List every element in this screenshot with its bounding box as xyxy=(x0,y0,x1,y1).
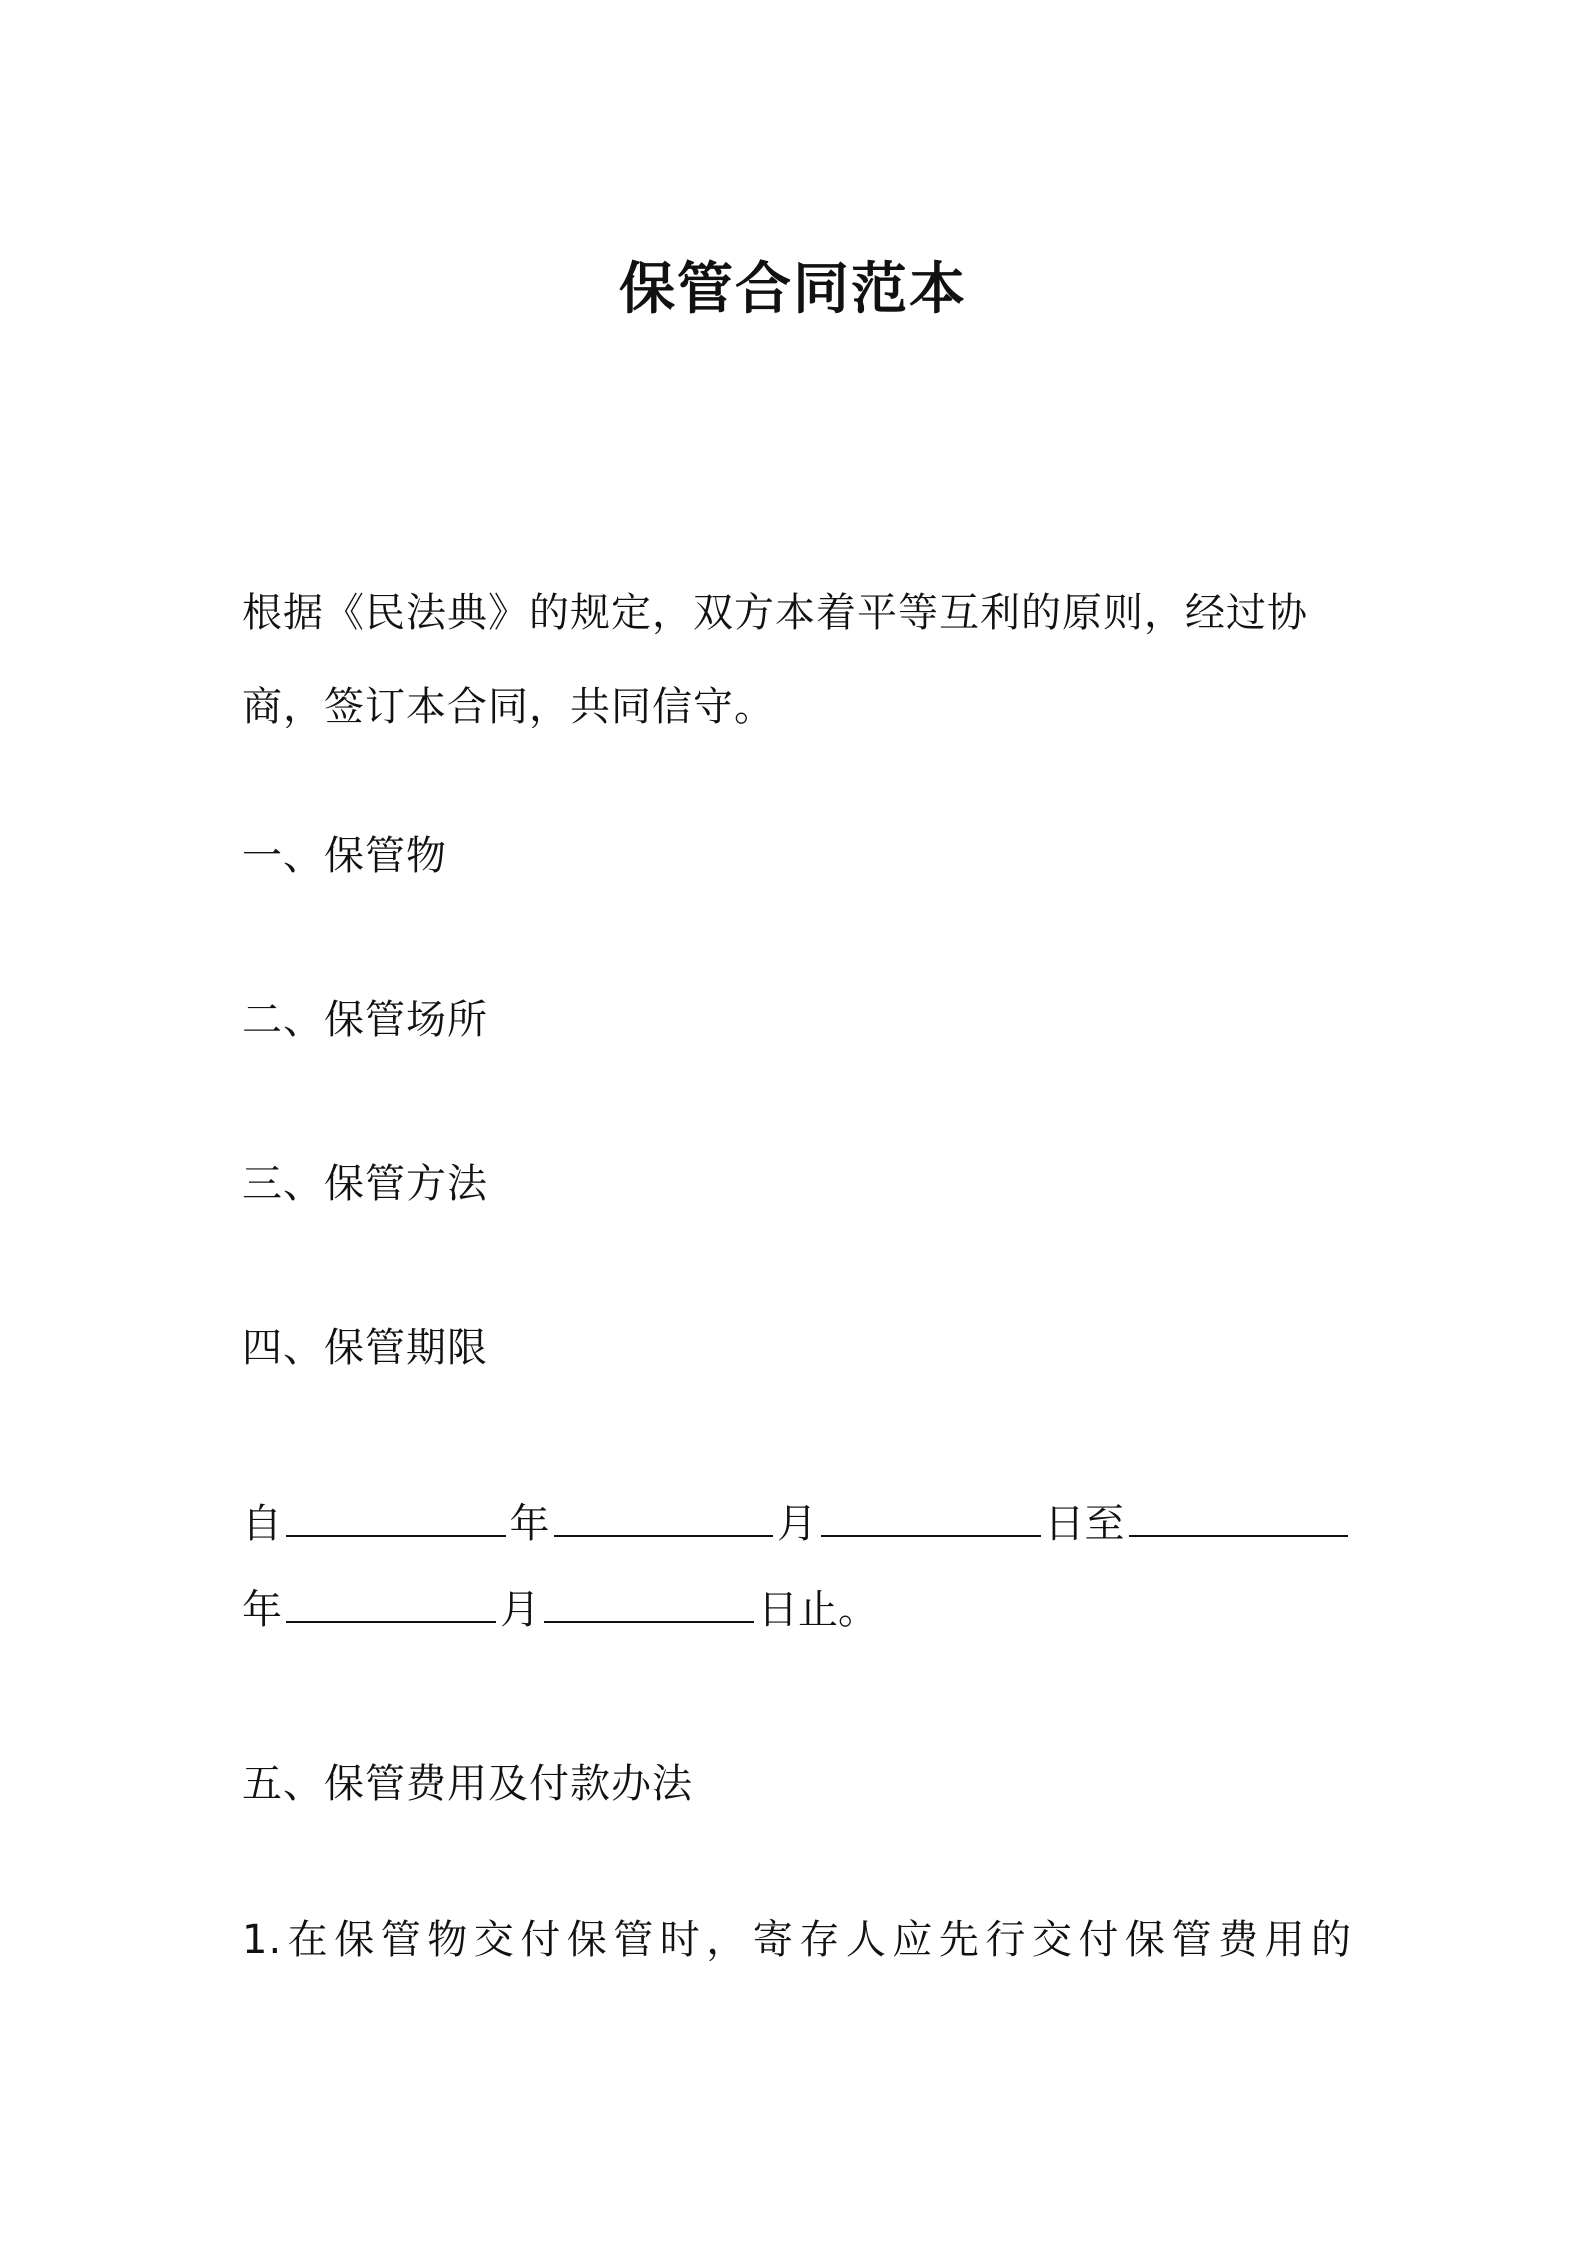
document-title: 保管合同范本 xyxy=(619,257,967,322)
period-line-start xyxy=(242,1494,1352,1554)
period-from-label: 自 xyxy=(242,1501,282,1547)
month-label: 月 xyxy=(777,1501,817,1547)
section-heading-storage-period: 四、保管期限 xyxy=(242,1325,488,1371)
clause-1-text: 1.在保管物交付保管时，寄存人应先行交付保管费用的 xyxy=(242,1917,1352,1963)
end-year-label: 年 xyxy=(242,1587,282,1633)
end-month-blank xyxy=(286,1591,496,1623)
section-heading-storage-method: 三、保管方法 xyxy=(242,1161,488,1207)
start-year-blank xyxy=(286,1505,506,1537)
end-month-label: 月 xyxy=(500,1587,540,1633)
intro-paragraph: 根据《民法典》的规定，双方本着平等互利的原则，经过协商，签订本合同，共同信守。 xyxy=(242,590,1308,730)
end-day-blank xyxy=(544,1591,754,1623)
section-heading-storage-item: 一、保管物 xyxy=(242,833,447,879)
start-month-blank xyxy=(554,1505,774,1537)
section-heading-fee-payment: 五、保管费用及付款办法 xyxy=(242,1761,693,1807)
day-to-label: 日至 xyxy=(1044,1501,1125,1547)
start-day-blank xyxy=(821,1505,1041,1537)
day-end-label: 日止。 xyxy=(758,1587,878,1633)
year-label: 年 xyxy=(509,1501,550,1547)
section-heading-storage-place: 二、保管场所 xyxy=(242,997,488,1043)
period-line-end xyxy=(242,1580,1352,1640)
end-year-blank xyxy=(1129,1505,1349,1537)
